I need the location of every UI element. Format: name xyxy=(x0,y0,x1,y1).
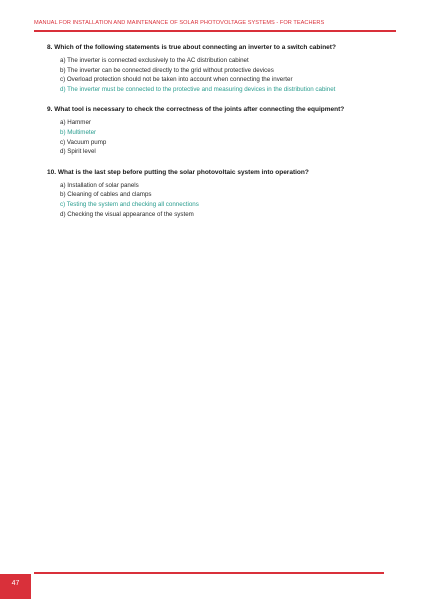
quiz-content xyxy=(47,44,387,231)
correct-answer-option: c) Testing the system and checking all connections xyxy=(60,200,199,208)
page-number: 47 xyxy=(11,580,20,587)
answer-list xyxy=(47,56,387,94)
page-number-box xyxy=(0,574,31,599)
answer-option: b) Cleaning of cables and clamps xyxy=(60,191,152,199)
answer-option: a) The inverter is connected exclusively to the AC distribution cabinet xyxy=(60,57,249,64)
question-text: 9. What tool is necessary to check the correctness of the joints after connecting the equipment? xyxy=(47,106,345,114)
question-8 xyxy=(47,44,387,94)
question-10 xyxy=(47,169,387,219)
question-text: 8. Which of the following statements is true about connecting an inverter to a switch cabinet? xyxy=(47,44,336,51)
answer-option: d) Checking the visual appearance of the system xyxy=(60,210,194,218)
answer-option: b) The inverter can be connected directly to the grid without protective devices xyxy=(60,66,274,74)
answer-option: d) Spirit level xyxy=(60,148,96,156)
correct-answer-option: d) The inverter must be connected to the protective and measuring devices in the distribution cabinet xyxy=(60,85,336,93)
running-header: MANUAL FOR INSTALLATION AND MAINTENANCE OF SOLAR PHOTOVOLTAGE SYSTEMS - FOR TEACHERS xyxy=(34,20,325,26)
answer-option: c) Vacuum pump xyxy=(60,138,107,146)
header-divider xyxy=(34,30,396,32)
answer-list xyxy=(47,118,387,156)
question-text: 10. What is the last step before putting the solar photovoltaic system into operation? xyxy=(47,168,309,176)
answer-option: a) Hammer xyxy=(60,119,91,127)
answer-option: c) Overload protection should not be taken into account when connecting the inverter xyxy=(60,76,293,84)
answer-option: a) Installation of solar panels xyxy=(60,181,139,189)
correct-answer-option: b) Multimeter xyxy=(60,128,97,136)
answer-list xyxy=(47,181,387,219)
question-9 xyxy=(47,106,387,156)
footer-divider xyxy=(34,572,384,574)
